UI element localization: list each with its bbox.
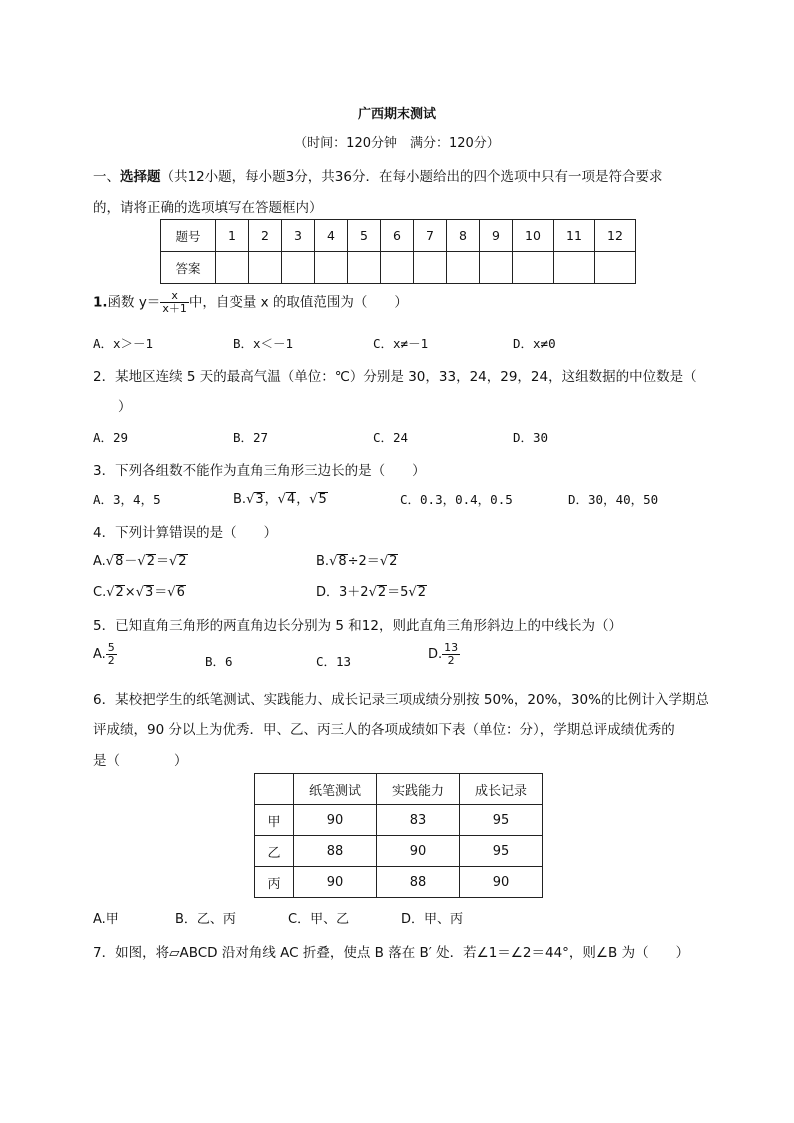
- radicand: 2: [178, 554, 187, 569]
- question-2-line1: 2．某地区连续 5 天的最高气温（单位：℃）分别是 30，33，24，29，24，这组数据的中位数是（: [93, 369, 697, 385]
- q6-option-a[interactable]: A.甲: [93, 912, 119, 927]
- q2-option-d[interactable]: D．30: [513, 430, 549, 445]
- score-table-corner: [255, 774, 294, 805]
- radicand: 4: [286, 492, 296, 507]
- answer-cell[interactable]: [348, 252, 381, 284]
- q6-option-c[interactable]: C．甲、乙: [288, 912, 350, 927]
- option-prefix: D.: [428, 647, 443, 662]
- equals: ＝: [155, 554, 169, 569]
- q1-option-b[interactable]: B．x＜－1: [233, 336, 294, 351]
- answer-cell[interactable]: [249, 252, 282, 284]
- option-prefix: B.: [316, 554, 330, 569]
- option-fraction: [442, 642, 460, 667]
- operator: －: [124, 554, 138, 569]
- answer-cell[interactable]: [447, 252, 480, 284]
- sqrt-icon: √: [135, 585, 144, 600]
- q4-option-d[interactable]: [316, 581, 427, 600]
- q2-option-c[interactable]: C．24: [373, 430, 409, 445]
- answer-table-answer-row: [161, 252, 636, 284]
- q2-option-b[interactable]: B．27: [233, 430, 269, 445]
- sqrt-icon: √: [137, 554, 146, 569]
- question-1: [93, 290, 408, 315]
- sqrt-icon: √: [368, 585, 377, 600]
- q4-option-a[interactable]: [93, 550, 188, 569]
- score-cell: 88: [294, 836, 377, 867]
- radicand: 2: [377, 585, 387, 600]
- answer-table-number: 10: [513, 220, 554, 252]
- score-table-header-row: [255, 774, 543, 805]
- sqrt-icon: √: [105, 554, 115, 569]
- sqrt-icon: √: [329, 554, 338, 569]
- question-6-line3: 是（ ）: [93, 753, 188, 769]
- q1-option-d[interactable]: D．x≠0: [513, 336, 556, 351]
- radicand: 3: [255, 492, 264, 507]
- q3-option-b[interactable]: [233, 488, 328, 507]
- answer-table-number: 1: [216, 220, 249, 252]
- radicand: 2: [146, 554, 155, 569]
- question-4: 4．下列计算错误的是（ ）: [93, 525, 278, 541]
- sqrt-icon: √: [408, 585, 417, 600]
- score-table-header: 实践能力: [377, 774, 460, 805]
- q5-option-a[interactable]: [93, 642, 117, 667]
- q3-option-d[interactable]: D．30，40，50: [568, 492, 659, 507]
- question-1-fraction: [160, 290, 189, 315]
- answer-table: [160, 219, 636, 284]
- question-6-line2: 评成绩，90 分以上为优秀．甲、乙、丙三人的各项成绩如下表（单位：分），学期总评成绩优秀的: [93, 722, 675, 738]
- q4-option-c[interactable]: [93, 581, 186, 600]
- radicand: 6: [176, 585, 185, 600]
- equals: ＝: [154, 585, 168, 600]
- score-cell: 88: [377, 867, 460, 898]
- radicand: 2: [389, 554, 398, 569]
- score-cell: 90: [460, 867, 543, 898]
- answer-table-number: 8: [447, 220, 480, 252]
- q5-option-d[interactable]: [428, 642, 460, 667]
- answer-cell[interactable]: [513, 252, 554, 284]
- answer-table-number: 3: [282, 220, 315, 252]
- answer-cell[interactable]: [282, 252, 315, 284]
- radicand: 5: [318, 492, 327, 507]
- fraction-denominator: 2: [107, 654, 115, 667]
- score-table: [254, 773, 543, 898]
- answer-cell[interactable]: [554, 252, 595, 284]
- question-3: 3．下列各组数不能作为直角三角形三边长的是（ ）: [93, 463, 426, 479]
- score-table-row: [255, 805, 543, 836]
- answer-cell[interactable]: [414, 252, 447, 284]
- score-cell: 90: [294, 805, 377, 836]
- answer-cell[interactable]: [315, 252, 348, 284]
- answer-cell[interactable]: [381, 252, 414, 284]
- fraction-numerator: x: [171, 289, 178, 302]
- score-cell: 90: [294, 867, 377, 898]
- q2-option-a[interactable]: A．29: [93, 430, 129, 445]
- section-title-bold: 选择题: [120, 169, 161, 185]
- answer-table-number: 2: [249, 220, 282, 252]
- answer-table-number: 5: [348, 220, 381, 252]
- option-prefix: D．3＋2: [316, 585, 369, 600]
- sqrt-icon: √: [168, 554, 178, 569]
- sqrt-icon: √: [167, 585, 176, 600]
- option-prefix: A.: [93, 647, 106, 662]
- sqrt-icon: √: [246, 492, 255, 507]
- option-fraction: [106, 642, 117, 667]
- comma: ，: [264, 492, 278, 507]
- answer-cell[interactable]: [595, 252, 636, 284]
- q3-option-c[interactable]: C．0.3，0.4，0.5: [400, 492, 513, 507]
- radicand: 3: [145, 585, 154, 600]
- fraction-numerator: 5: [107, 641, 115, 654]
- q3-option-a[interactable]: A．3，4，5: [93, 492, 161, 507]
- score-table-row: [255, 867, 543, 898]
- student-name: 乙: [255, 836, 294, 867]
- q1-option-a[interactable]: A．x＞－1: [93, 336, 154, 351]
- answer-table-number: 6: [381, 220, 414, 252]
- question-5: 5．已知直角三角形的两直角边长分别为 5 和12，则此直角三角形斜边上的中线长为（）: [93, 618, 622, 634]
- radicand: 8: [115, 554, 124, 569]
- question-7: 7．如图，将▱ABCD 沿对角线 AC 折叠，使点 B 落在 B′ 处．若∠1＝∠2＝44°，则∠B 为（ ）: [93, 945, 690, 961]
- question-1-number: 1.: [93, 294, 108, 311]
- page-subtitle: （时间：120分钟 满分：120分）: [294, 136, 500, 151]
- answer-table-answer-label: 答案: [161, 252, 216, 284]
- operator: ÷2＝: [347, 554, 380, 569]
- score-table-header: 纸笔测试: [294, 774, 377, 805]
- student-name: 甲: [255, 805, 294, 836]
- student-name: 丙: [255, 867, 294, 898]
- option-prefix: B.: [233, 492, 247, 507]
- operator: ×: [124, 585, 136, 600]
- fraction-denominator: 2: [442, 654, 460, 667]
- comma: ，: [296, 492, 310, 507]
- answer-table-number: 12: [595, 220, 636, 252]
- answer-table-number: 11: [554, 220, 595, 252]
- score-cell: 95: [460, 836, 543, 867]
- fraction-denominator: x＋1: [162, 302, 187, 315]
- sqrt-icon: √: [309, 492, 318, 507]
- option-prefix: A.: [93, 554, 106, 569]
- q6-option-d[interactable]: D．甲、丙: [401, 912, 464, 927]
- sqrt-icon: √: [277, 492, 286, 507]
- section-heading-line1: 一、选择题（共12小题，每小题3分，共36分．在每小题给出的四个选项中只有一项是符合要求: [93, 169, 663, 185]
- question-2-line2: ）: [118, 399, 132, 415]
- score-cell: 83: [377, 805, 460, 836]
- section-heading-line2: 的，请将正确的选项填写在答题框内）: [93, 200, 323, 216]
- radicand: 8: [338, 554, 347, 569]
- score-table-row: [255, 836, 543, 867]
- page-title: 广西期末测试: [357, 107, 436, 122]
- answer-table-number: 4: [315, 220, 348, 252]
- answer-table-header-label: 题号: [161, 220, 216, 252]
- sqrt-icon: √: [379, 554, 389, 569]
- radicand: 2: [417, 585, 426, 600]
- score-cell: 90: [377, 836, 460, 867]
- score-cell: 95: [460, 805, 543, 836]
- option-prefix: C.: [93, 585, 107, 600]
- q1-option-c[interactable]: C．x≠－1: [373, 336, 429, 351]
- q6-option-b[interactable]: B．乙、丙: [175, 912, 236, 927]
- answer-table-number: 9: [480, 220, 513, 252]
- answer-table-number: 7: [414, 220, 447, 252]
- q4-option-b[interactable]: [316, 550, 398, 569]
- q5-option-b[interactable]: B．6: [205, 654, 233, 669]
- answer-table-header-row: [161, 220, 636, 252]
- radicand: 2: [115, 585, 124, 600]
- question-1-pre: 函数 y＝: [107, 294, 161, 311]
- q5-option-c[interactable]: C．13: [316, 654, 352, 669]
- question-6-line1: 6．某校把学生的纸笔测试、实践能力、成长记录三项成绩分别按 50%，20%，30%的比例计入学期总: [93, 692, 709, 708]
- answer-cell[interactable]: [480, 252, 513, 284]
- answer-cell[interactable]: [216, 252, 249, 284]
- score-table-header: 成长记录: [460, 774, 543, 805]
- fraction-numerator: 13: [444, 641, 459, 654]
- equals: ＝5: [387, 585, 409, 600]
- question-1-post: 中，自变量 x 的取值范围为（ ）: [188, 294, 408, 311]
- sqrt-icon: √: [106, 585, 115, 600]
